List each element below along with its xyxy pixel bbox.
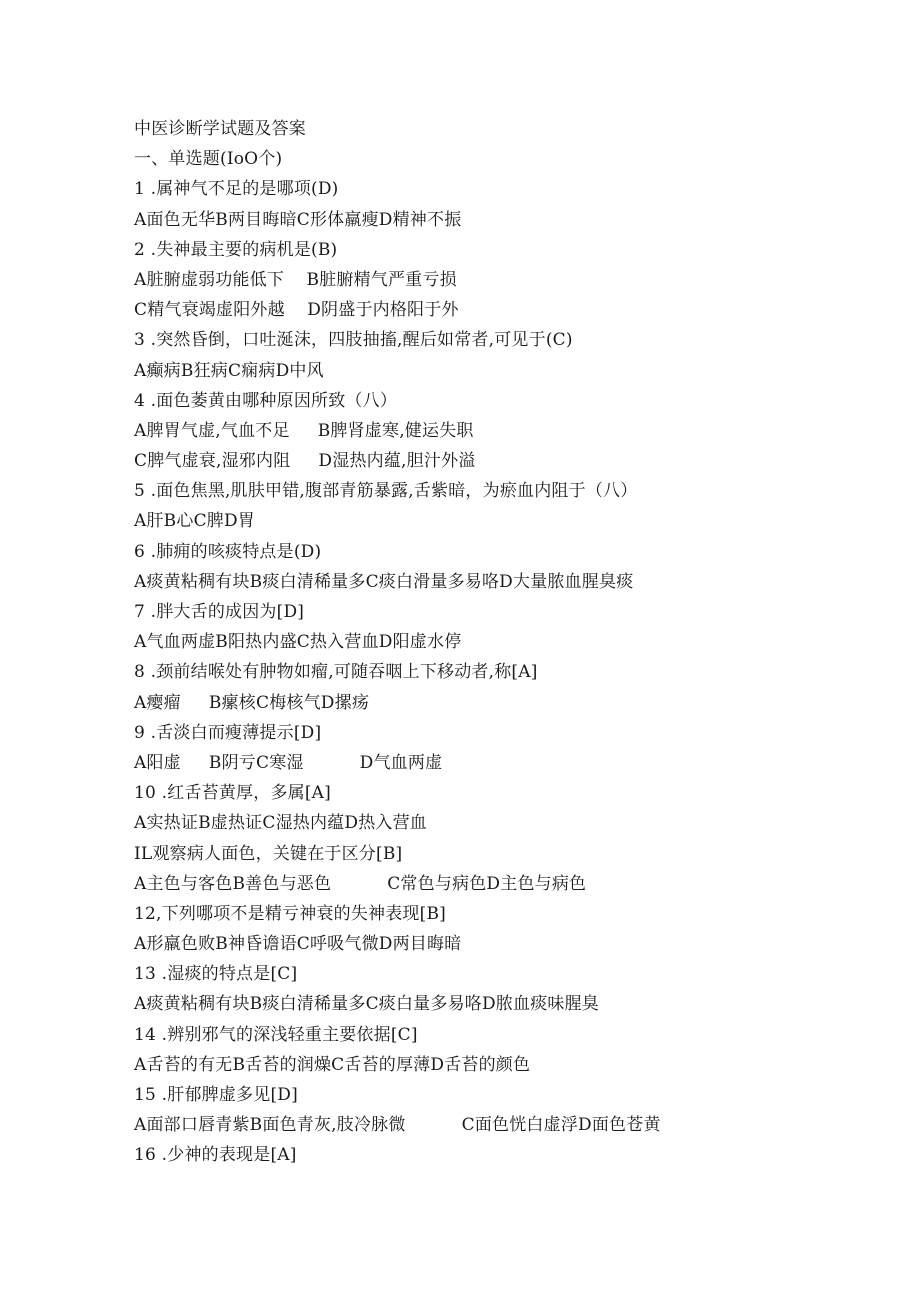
- question-15: 15 .肝郁脾虚多见[D]: [134, 1085, 298, 1105]
- options-2b: C精气衰竭虚阳外越 D阴盛于内格阳于外: [134, 300, 459, 321]
- options-4a: A脾胃气虚,气血不足 B脾肾虚寒,健运失职: [134, 420, 474, 441]
- options-3: A癫病B狂病C痫病D中风: [134, 360, 324, 381]
- document-body: [134, 114, 834, 1171]
- options-10: A实热证B虚热证C湿热内蕴D热入营血: [134, 813, 428, 834]
- question-13: 13 .湿痰的特点是[C]: [134, 964, 298, 985]
- question-7: 7 .胖大舌的成因为[D]: [134, 602, 305, 622]
- question-4: 4 .面色萎黄由哪种原因所致（八）: [134, 390, 398, 411]
- question-1: 1 .属神气不足的是哪项(D): [134, 179, 339, 200]
- question-16: 16 .少神的表现是[A]: [134, 1145, 297, 1166]
- question-9: 9 .舌淡白而瘦薄提示[D]: [134, 722, 322, 743]
- question-14: 14 .辨别邪气的深浅轻重主要依据[C]: [134, 1024, 418, 1045]
- question-10: 10 .红舌苔黄厚，多属[A]: [134, 783, 331, 804]
- options-1: A面色无华B两目晦暗C形体羸瘦D精神不振: [134, 209, 462, 230]
- options-4b: C脾气虚衰,湿邪内阻 D湿热内蕴,胆汁外溢: [134, 451, 476, 472]
- options-14: A舌苔的有无B舌苔的润燥C舌苔的厚薄D舌苔的颜色: [134, 1054, 531, 1075]
- question-2: 2 .失神最主要的病机是(B): [134, 239, 338, 260]
- question-8: 8 .颈前结喉处有肿物如瘤,可随吞咽上下移动者,称[A]: [134, 662, 538, 683]
- question-11: IL观察病人面色，关键在于区分[B]: [134, 843, 403, 864]
- question-12: 12,下列哪项不是精亏神衰的失神表现[B]: [134, 903, 446, 924]
- question-6: 6 .肺痈的咳痰特点是(D): [134, 541, 322, 562]
- question-3: 3 .突然昏倒，口吐涎沫，四肢抽搐,醒后如常者,可见于(C): [134, 330, 573, 351]
- options-11: A主色与客色B善色与恶色 C常色与病色D主色与病色: [134, 873, 587, 894]
- section-heading: 一、单选题(IoO个): [134, 149, 283, 170]
- options-15: A面部口唇青紫B面色青灰,肢冷脉微 C面色恍白虚浮D面色苍黄: [134, 1115, 661, 1136]
- options-2a: A脏腑虚弱功能低下 B脏腑精气严重亏损: [134, 269, 457, 290]
- options-9: A阳虚 B阴亏C寒湿 D气血两虚: [134, 752, 443, 773]
- options-12: A形羸色败B神昏谵语C呼吸气微D两目晦暗: [134, 934, 462, 955]
- document-title: 中医诊断学试题及答案: [134, 119, 306, 139]
- question-5: 5 .面色焦黑,肌肤甲错,腹部青筋暴露,舌紫暗，为瘀血内阻于（八）: [134, 481, 638, 502]
- options-8: A瘿瘤 B瘰核C梅核气D摞疡: [134, 692, 370, 713]
- options-13: A痰黄粘稠有块B痰白清稀量多C痰白量多易咯D脓血痰味腥臭: [134, 994, 600, 1015]
- options-7: A气血两虚B阳热内盛C热入营血D阳虚水停: [134, 632, 462, 653]
- options-6: A痰黄粘稠有块B痰白清稀量多C痰白滑量多易咯D大量脓血腥臭痰: [134, 571, 634, 592]
- options-5: A肝B心C脾D胃: [134, 511, 256, 532]
